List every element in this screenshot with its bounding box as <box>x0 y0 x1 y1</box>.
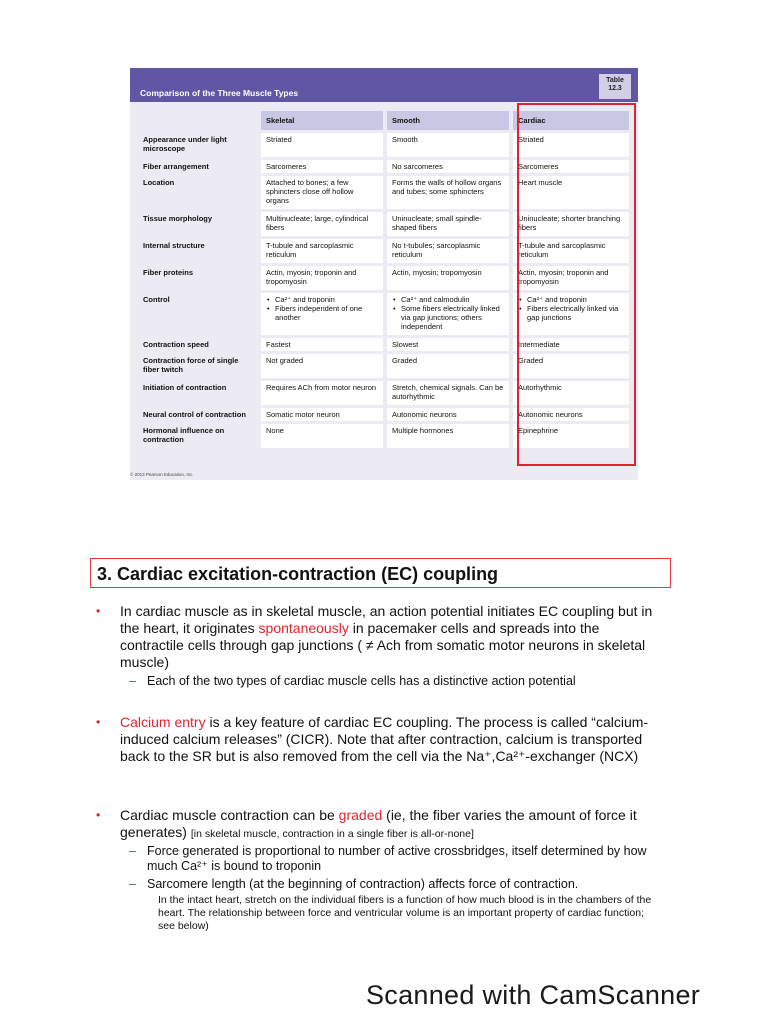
bullet-text: is a key feature of cardiac EC coupling. The process is called “calcium-induced calcium releases” (CICR). Note that after contraction, calcium is transported back to the SR but is also removed from the cell via the Na⁺,Ca²⁺-exchanger (NCX) <box>120 714 649 764</box>
sub-bullet-text: Each of the two types of cardiac muscle cells has a distinctive action potential <box>147 674 576 688</box>
cell-smooth: Autonomic neurons <box>387 408 509 421</box>
list-item: • Fibers independent of one another <box>275 304 378 322</box>
row-label: Appearance under light microscope <box>143 135 227 153</box>
cell-skeletal <box>261 293 383 335</box>
row-label: Initiation of contraction <box>143 383 227 392</box>
cell-skeletal: Sarcomeres <box>261 160 383 173</box>
cell-smooth: No sarcomeres <box>387 160 509 173</box>
section-heading-box <box>90 558 671 588</box>
list-item: • Ca²⁺ and troponin <box>275 295 378 304</box>
cell-skeletal: Multinucleate; large, cylindrical fibers <box>261 212 383 236</box>
highlight-text: Calcium entry <box>120 714 206 730</box>
badge-label: Table <box>606 77 624 84</box>
cell-cardiac: Actin, myosin; troponin and tropomyosin <box>513 266 629 290</box>
cell-skeletal: Actin, myosin; troponin and tropomyosin <box>261 266 383 290</box>
camscanner-watermark: Scanned with CamScanner <box>366 980 701 1010</box>
cell-cardiac: Sarcomeres <box>513 160 629 173</box>
dash-icon: – <box>129 877 136 891</box>
cell-smooth: Stretch, chemical signals. Can be autorhythmic <box>387 381 509 405</box>
cardiac-column-highlight <box>517 103 636 466</box>
bracket-note: [in skeletal muscle, contraction in a single fiber is all-or-none] <box>190 828 474 840</box>
sub-bullet-text: Sarcomere length (at the beginning of contraction) affects force of contraction. <box>147 877 579 891</box>
dash-icon: – <box>129 844 136 858</box>
cell-skeletal: Striated <box>261 133 383 157</box>
row-label: Contraction speed <box>143 340 209 349</box>
table-number-badge <box>599 74 631 99</box>
list-item: • Ca²⁺ and calmodulin <box>401 295 504 304</box>
section-title: 3. Cardiac excitation-contraction (EC) coupling <box>97 564 499 584</box>
cell-skeletal: Not graded <box>261 354 383 378</box>
cell-smooth: No t-tubules; sarcoplasmic reticulum <box>387 239 509 263</box>
cell-cardiac: Autonomic neurons <box>513 408 629 421</box>
cell-smooth <box>387 293 509 335</box>
row-label: Tissue morphology <box>143 214 213 223</box>
bullet-graded-contraction <box>96 807 660 843</box>
cell-cardiac: Epinephrine <box>513 424 629 448</box>
list-item: • Some fibers electrically linked via gap junctions; others independent <box>401 304 504 331</box>
cell-cardiac: T-tubule and sarcoplasmic reticulum <box>513 239 629 263</box>
cell-smooth: Uninucleate; small spindle-shaped fibers <box>387 212 509 236</box>
cell-smooth: Graded <box>387 354 509 378</box>
sub-bullet <box>129 844 667 874</box>
row-label: Neural control of contraction <box>143 410 246 419</box>
cell-smooth: Multiple hormones <box>387 424 509 448</box>
bullet-action-potential <box>96 603 660 671</box>
cell-smooth: Forms the walls of hollow organs and tubes; some sphincters <box>387 176 509 209</box>
row-label: Location <box>143 178 175 187</box>
cell-cardiac: Heart muscle <box>513 176 629 209</box>
bullet-text: (ie, the fiber varies the amount of force it generates) <box>120 807 637 840</box>
column-header-skeletal: Skeletal <box>261 111 383 130</box>
highlight-text: graded <box>338 807 383 823</box>
figure-title: Comparison of the Three Muscle Types <box>140 88 299 98</box>
column-header-cardiac: Cardiac <box>513 111 629 130</box>
cell-cardiac: Graded <box>513 354 629 378</box>
cell-smooth: Actin, myosin; tropomyosin <box>387 266 509 290</box>
bullet-text: in pacemaker cells and spreads into the contractile cells through gap junctions ( ≠ Ach from somatic motor neurons in skeletal muscle) <box>120 620 646 670</box>
row-label: Hormonal influence on contraction <box>143 426 225 444</box>
cell-skeletal: None <box>261 424 383 448</box>
cell-skeletal: Fastest <box>261 338 383 351</box>
cell-skeletal: T-tubule and sarcoplasmic reticulum <box>261 239 383 263</box>
bullet-dot-icon: • <box>96 715 101 729</box>
cell-skeletal: Somatic motor neuron <box>261 408 383 421</box>
cell-cardiac: Intermediate <box>513 338 629 351</box>
bullet-text: In cardiac muscle as in skeletal muscle, an action potential initiates EC coupling but in the heart, it originates <box>120 603 653 636</box>
list-item: • Ca²⁺ and troponin <box>527 295 624 304</box>
row-label: Internal structure <box>143 241 205 250</box>
column-header-empty <box>139 111 257 130</box>
row-label: Control <box>143 295 170 304</box>
bullet-calcium-entry <box>96 714 660 765</box>
cell-skeletal: Attached to bones; a few sphincters close off hollow organs <box>261 176 383 209</box>
bullet-dot-icon: • <box>96 604 101 618</box>
row-label: Fiber proteins <box>143 268 194 277</box>
list-item: • Fibers electrically linked via gap junctions <box>527 304 624 322</box>
bullet-text: Cardiac muscle contraction can be <box>120 807 339 823</box>
cell-smooth: Smooth <box>387 133 509 157</box>
badge-number: 12.3 <box>608 85 622 92</box>
bullet-dot-icon: • <box>96 808 101 822</box>
sub-bullet <box>129 674 667 689</box>
cell-cardiac: Striated <box>513 133 629 157</box>
copyright-notice: © 2013 Pearson Education, Inc. <box>130 472 194 477</box>
sub-bullet <box>129 877 667 892</box>
highlight-text: spontaneously <box>258 620 349 636</box>
row-label: Contraction force of single fiber twitch <box>143 356 239 374</box>
sub-bullet-text: Force generated is proportional to number of active crossbridges, itself determined by how much Ca²⁺ is bound to troponin <box>147 844 647 873</box>
cell-cardiac: Uninucleate; shorter branching fibers <box>513 212 629 236</box>
row-label: Fiber arrangement <box>143 162 209 171</box>
cell-smooth: Slowest <box>387 338 509 351</box>
cell-skeletal: Requires ACh from motor neuron <box>261 381 383 405</box>
cell-cardiac: Autorhythmic <box>513 381 629 405</box>
figure-header <box>130 68 638 102</box>
dash-icon: – <box>129 674 136 688</box>
sub-note: In the intact heart, stretch on the individual fibers is a function of how much blood is in the chambers of the heart. The relationship between force and ventricular volume is an important property of cardiac function; see below) <box>158 894 652 932</box>
column-header-smooth: Smooth <box>387 111 509 130</box>
